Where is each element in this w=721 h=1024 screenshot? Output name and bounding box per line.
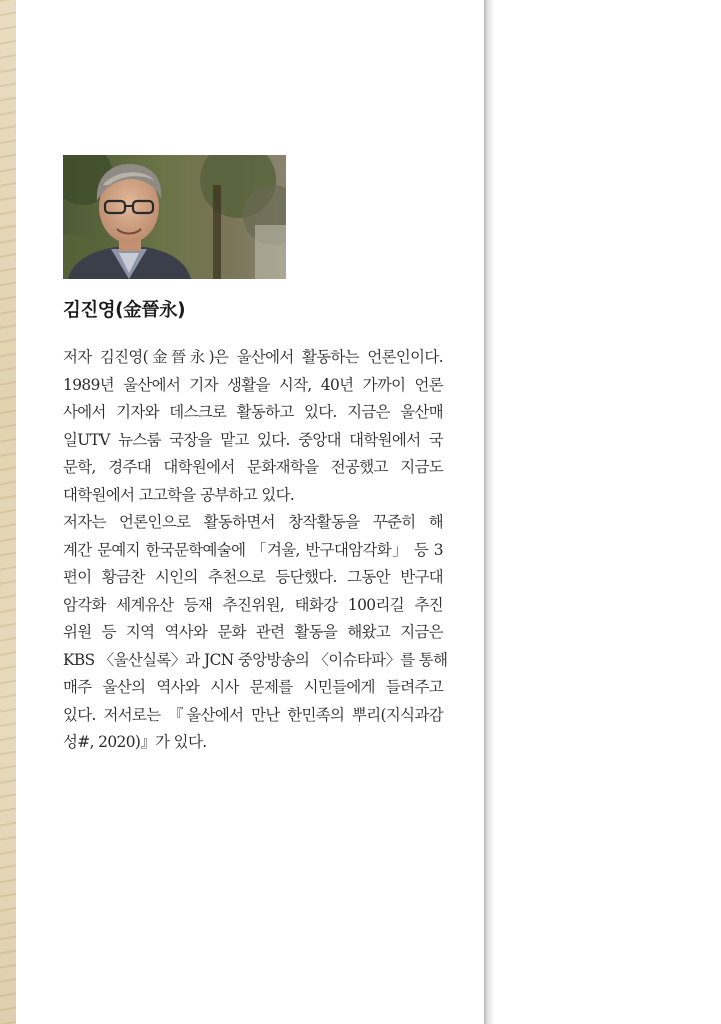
author-bio	[63, 344, 448, 757]
bio-line: 있다. 저서로는 『울산에서 만난 한민족의 뿌리(지식과감	[63, 705, 443, 724]
author-name: 김진영(金晉永)	[63, 300, 186, 321]
bio-line: 1989년 울산에서 기자 생활을 시작, 40년 가까이 언론	[63, 375, 443, 394]
page-gutter-shadow	[484, 0, 494, 1024]
bio-line: 매주 울산의 역사와 시사 문제를 시민들에게 들려주고	[63, 678, 443, 696]
bio-line: 문학, 경주대 대학원에서 문화재학을 전공했고 지금도	[63, 458, 443, 476]
bio-line: 계간 문예지 한국문학예술에 「겨울, 반구대암각화」 등 3	[63, 540, 443, 559]
author-photo	[63, 155, 286, 279]
bio-line: 저자 김진영(金晉永)은 울산에서 활동하는 언론인이다.	[63, 348, 443, 366]
bio-line: 대학원에서 고고학을 공부하고 있다.	[63, 485, 295, 504]
right-blank-area	[494, 0, 721, 1024]
left-page-edge	[0, 0, 16, 1024]
bio-line: 사에서 기자와 데스크로 활동하고 있다. 지금은 울산매	[63, 403, 443, 421]
bio-line: 저자는 언론인으로 활동하면서 창작활동을 꾸준히 해	[63, 513, 443, 531]
bio-line: 위원 등 지역 역사와 문화 관련 활동을 해왔고 지금은	[63, 623, 443, 641]
bio-line: 성#, 2020)』가 있다.	[63, 733, 207, 751]
bio-line: KBS 〈울산실록〉과 JCN 중앙방송의 〈이슈타파〉를 통해	[63, 650, 448, 669]
bio-line: 편이 황금찬 시인의 추천으로 등단했다. 그동안 반구대	[63, 568, 443, 586]
bio-line: 암각화 세계유산 등재 추진위원, 태화강 100리길 추진	[63, 595, 443, 614]
bio-line: 일UTV 뉴스룸 국장을 맡고 있다. 중앙대 대학원에서 국	[63, 430, 443, 449]
